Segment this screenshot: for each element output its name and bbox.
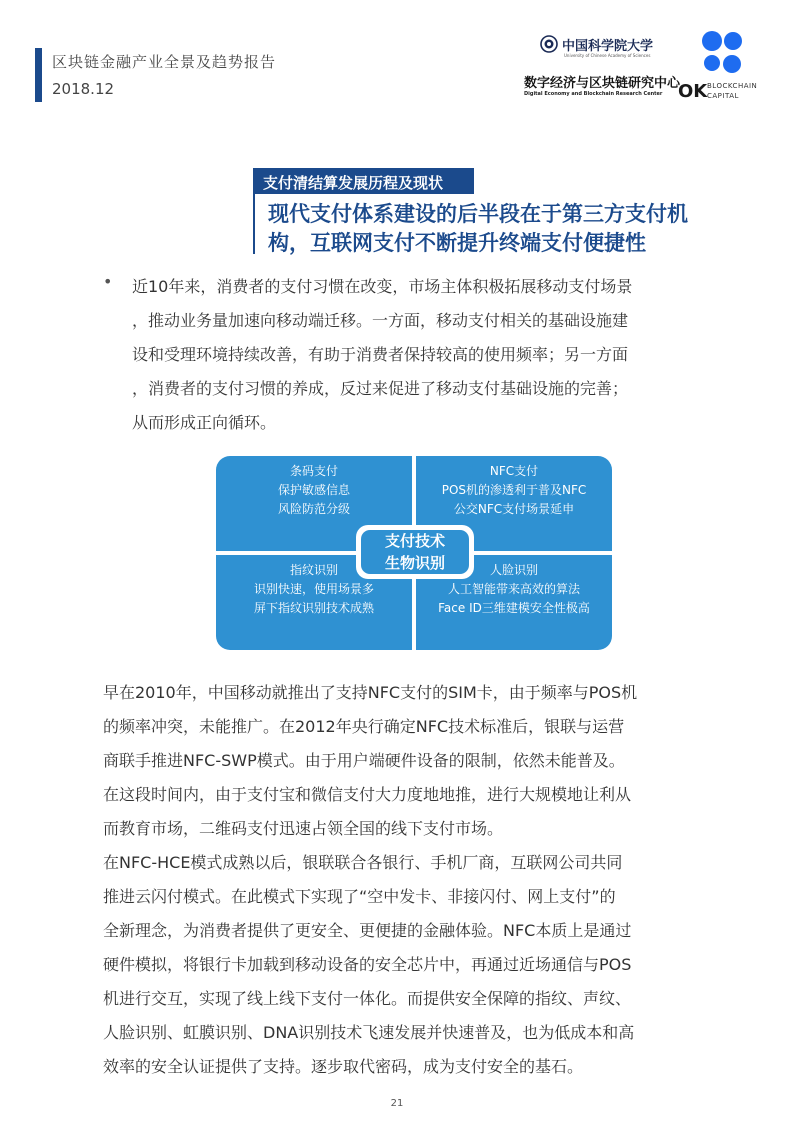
quadrant-text: 保护敏感信息 bbox=[277, 483, 350, 497]
paragraph-line: 在NFC-HCE模式成熟以后，银联联合各银行、手机厂商，互联网公司共同 bbox=[103, 853, 623, 872]
section-title-line: 构，互联网支付不断提升终端支付便捷性 bbox=[268, 231, 646, 255]
paragraph-line: 硬件模拟，将银行卡加载到移动设备的安全芯片中，再通过近场通信与POS bbox=[103, 955, 632, 974]
paragraph-line: 效率的安全认证提供了支持。逐步取代密码，成为支付安全的基石。 bbox=[103, 1057, 584, 1076]
quadrant-heading: NFC支付 bbox=[489, 464, 539, 478]
cas-logo bbox=[540, 33, 670, 63]
cas-name-en: University of Chinese Academy of Sciences bbox=[564, 53, 651, 58]
bullet-marker: • bbox=[103, 272, 113, 291]
quadrant-text: Face ID三维建模安全性极高 bbox=[438, 601, 590, 615]
section-tag-label: 支付清结算发展历程及现状 bbox=[263, 174, 444, 192]
section-title bbox=[268, 200, 768, 258]
paragraph-line: ，消费者的支付习惯的养成，反过来促进了移动支付基础设施的完善； bbox=[132, 379, 629, 398]
ok-subtitle-line2: CAPITAL bbox=[707, 92, 739, 100]
paragraph-line: 的频率冲突，未能推广。在2012年央行确定NFC技术标准后，银联与运营 bbox=[103, 717, 625, 736]
section-tag bbox=[253, 168, 474, 194]
quadrant-text: 公交NFC支付场景延申 bbox=[453, 502, 575, 516]
paragraph-cloud-quickpass bbox=[103, 846, 733, 1084]
section-title-rule bbox=[253, 194, 255, 254]
paragraph-line: 近10年来，消费者的支付习惯在改变，市场主体积极拓展移动支付场景 bbox=[132, 277, 633, 296]
quadrant-heading: 条码支付 bbox=[289, 464, 338, 478]
paragraph-line: 推进云闪付模式。在此模式下实现了“空中发卡、非接闪付、网上支付”的 bbox=[103, 887, 616, 906]
paragraph-line: 商联手推进NFC-SWP模式。由于用户端硬件设备的限制，依然未能普及。 bbox=[103, 751, 625, 770]
diagram-center-box bbox=[356, 525, 474, 579]
payment-tech-diagram bbox=[216, 456, 614, 650]
ok-dots-icon bbox=[688, 30, 748, 76]
paragraph-nfc-history bbox=[103, 676, 733, 846]
paragraph-line: 人脸识别、虹膜识别、DNA识别技术飞速发展并快速普及，也为低成本和高 bbox=[103, 1023, 635, 1042]
paragraph-line: 从而形成正向循环。 bbox=[132, 413, 277, 432]
quadrant-text: 风险防范分级 bbox=[277, 502, 350, 516]
center-line: 生物识别 bbox=[384, 554, 445, 572]
center-line: 支付技术 bbox=[384, 532, 445, 550]
paragraph-line: 机进行交互，实现了线上线下支付一体化。而提供安全保障的指纹、声纹、 bbox=[103, 989, 632, 1008]
research-center-name-en: Digital Economy and Blockchain Research Center bbox=[524, 91, 663, 97]
quadrant-heading: 人脸识别 bbox=[489, 563, 538, 577]
quadrant-text: POS机的渗透利于普及NFC bbox=[441, 483, 587, 497]
ok-subtitle-line1: BLOCKCHAIN bbox=[707, 82, 758, 90]
report-date: 2018.12 bbox=[52, 80, 115, 98]
cas-emblem-icon bbox=[540, 35, 558, 53]
quadrant-text: 人工智能带来高效的算法 bbox=[447, 582, 580, 596]
paragraph-line: 在这段时间内，由于支付宝和微信支付大力度地地推，进行大规模地让利从 bbox=[103, 785, 632, 804]
quadrant-text: 识别快速，使用场景多 bbox=[253, 582, 374, 596]
header-accent-bar bbox=[35, 48, 42, 102]
diagram-center-label bbox=[361, 530, 469, 574]
quadrant-text: 屏下指纹识别技术成熟 bbox=[253, 601, 374, 615]
research-center-name: 数字经济与区块链研究中心 bbox=[524, 76, 681, 91]
quadrant-heading: 指纹识别 bbox=[289, 563, 338, 577]
bullet-paragraph bbox=[132, 270, 732, 440]
report-title: 区块链金融产业全景及趋势报告 bbox=[52, 53, 277, 71]
paragraph-line: 设和受理环境持续改善，有助于消费者保持较高的使用频率；另一方面 bbox=[132, 345, 629, 364]
ok-blockchain-capital-logo bbox=[678, 30, 773, 102]
paragraph-line: 早在2010年，中国移动就推出了支持NFC支付的SIM卡，由于频率与POS机 bbox=[103, 683, 638, 702]
paragraph-line: 全新理念，为消费者提供了更安全、更便捷的金融体验。NFC本质上是通过 bbox=[103, 921, 632, 940]
section-title-line: 现代支付体系建设的后半段在于第三方支付机 bbox=[268, 202, 688, 226]
ok-mark: OK bbox=[678, 81, 708, 102]
cas-name-cn: 中国科学院大学 bbox=[562, 39, 654, 54]
paragraph-line: 而教育市场，二维码支付迅速占领全国的线下支付市场。 bbox=[103, 819, 504, 838]
page-number: 21 bbox=[390, 1098, 404, 1109]
paragraph-line: ，推动业务量加速向移动端迁移。一方面，移动支付相关的基础设施建 bbox=[132, 311, 629, 330]
